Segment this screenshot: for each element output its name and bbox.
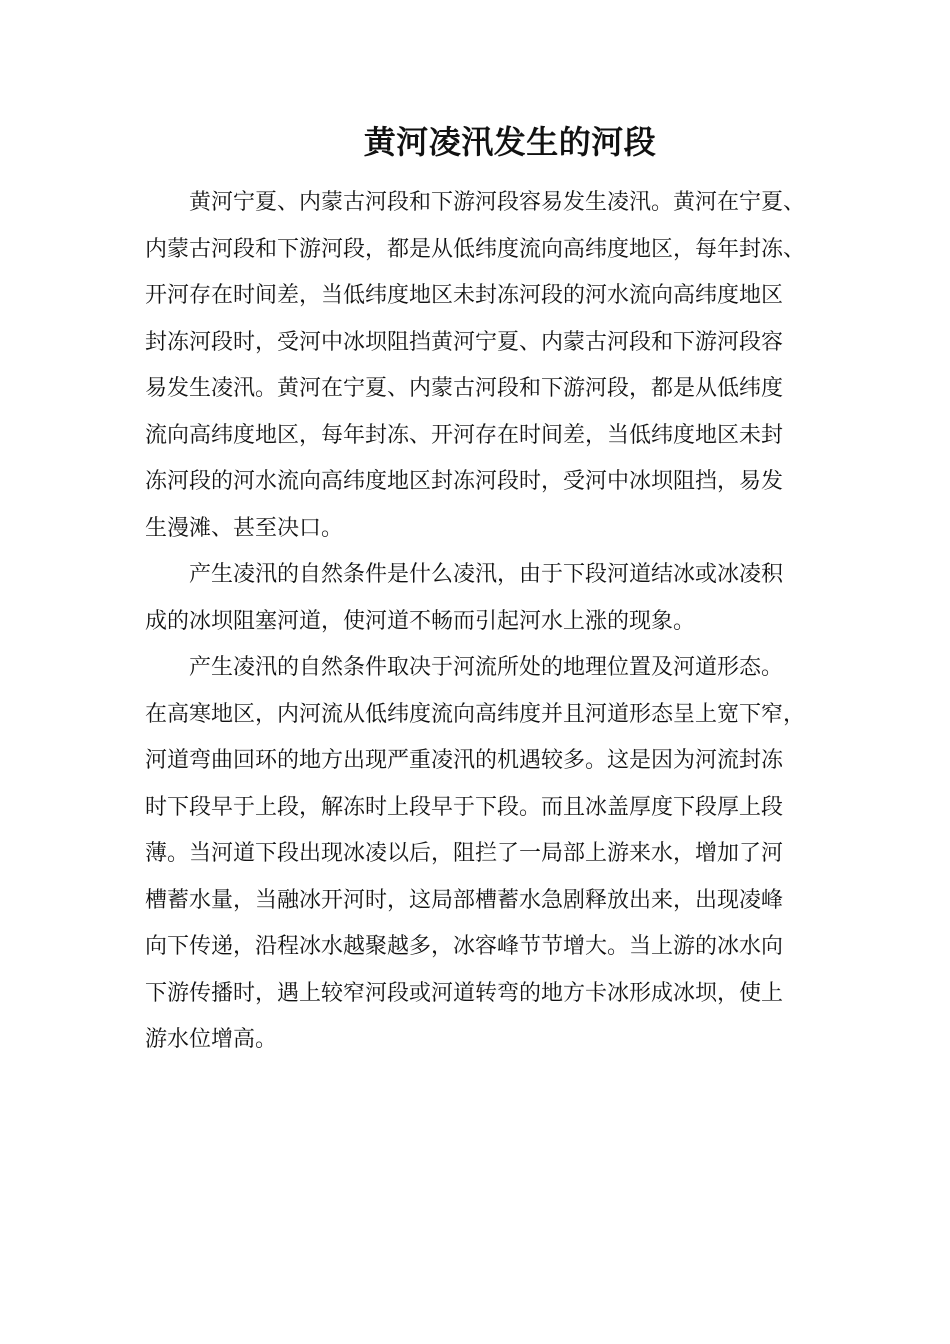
paragraph-line: 封冻河段时，受河中冰坝阻挡黄河宁夏、内蒙古河段和下游河段容 [145,329,784,355]
paragraph-line: 易发生凌汛。黄河在宁夏、内蒙古河段和下游河段，都是从低纬度 [145,376,784,401]
paragraph-line: 时下段早于上段，解冻时上段早于下段。而且冰盖厚度下段厚上段 [145,794,784,820]
paragraph-line: 在高寒地区，内河流从低纬度流向高纬度并且河道形态呈上宽下窄， [145,701,806,727]
paragraph-line: 黄河宁夏、内蒙古河段和下游河段容易发生凌汛。黄河在宁夏、 [189,190,806,215]
paragraph-line: 成的冰坝阻塞河道，使河道不畅而引起河水上涨的现象。 [145,608,696,634]
paragraph-line: 产生凌汛的自然条件是什么凌汛，由于下段河道结冰或冰凌积 [189,562,784,587]
paragraph-line: 河道弯曲回环的地方出现严重凌汛的机遇较多。这是因为河流封冻 [145,748,784,773]
paragraph-line: 内蒙古河段和下游河段，都是从低纬度流向高纬度地区，每年封冻、 [145,236,806,262]
paragraph-line: 薄。当河道下段出现冰凌以后，阻拦了一局部上游来水，增加了河 [145,841,784,866]
document-title: 黄河凌汛发生的河段 [363,123,657,161]
paragraph [145,180,835,552]
paragraph-line: 冻河段的河水流向高纬度地区封冻河段时，受河中冰坝阻挡，易发 [145,469,784,494]
paragraph-line: 开河存在时间差，当低纬度地区未封冻河段的河水流向高纬度地区 [145,283,784,308]
paragraph [145,645,835,1064]
paragraph [145,552,835,645]
paragraph-line: 向下传递，沿程冰水越聚越多，冰容峰节节增大。当上游的冰水向 [145,934,784,959]
paragraph-line: 产生凌汛的自然条件取决于河流所处的地理位置及河道形态。 [189,655,784,680]
paragraph-line: 生漫滩、甚至决口。 [145,515,344,541]
document-body [145,180,835,1064]
paragraph-line: 槽蓄水量，当融冰开河时，这局部槽蓄水急剧释放出来，出现凌峰 [145,887,784,913]
paragraph-line: 流向高纬度地区，每年封冻、开河存在时间差，当低纬度地区未封 [145,422,784,448]
paragraph-line: 下游传播时，遇上较窄河段或河道转弯的地方卡冰形成冰坝，使上 [145,980,784,1006]
paragraph-line: 游水位增高。 [145,1027,278,1052]
